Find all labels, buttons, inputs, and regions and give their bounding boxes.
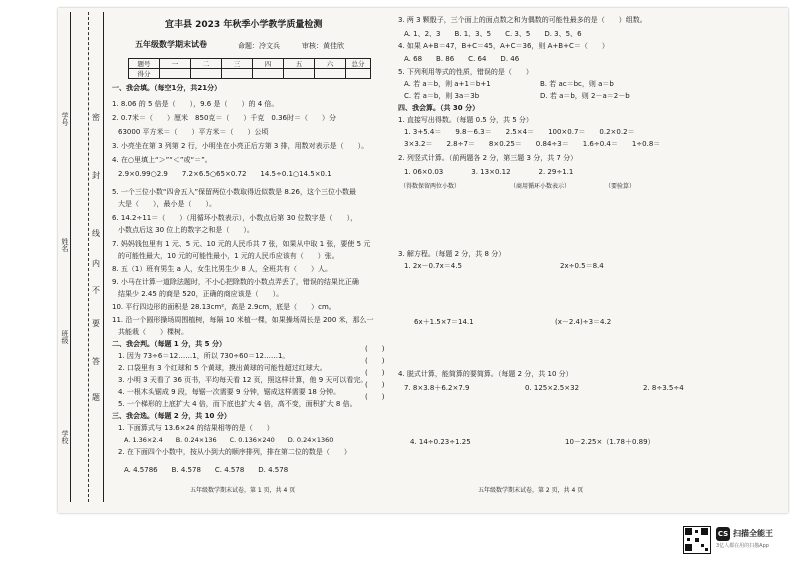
judge-question: 1. 因为 73÷6＝12……1，所以 730÷60＝12……1。 xyxy=(118,352,290,360)
equation: 6x＋1.5×7＝14.1 xyxy=(414,318,474,326)
answer-paren: ( ) xyxy=(365,381,385,389)
question-line: 11. 沿一个圆形操场周围植树，每隔 10 米植一棵，如果操场周长是 200 米，那么一 xyxy=(112,316,374,324)
question-line: 7. 妈妈钱包里有 1 元、5 元、10 元的人民币共 7 张，如果从中取 1 张，要使 5 元 xyxy=(112,240,371,248)
reviewer: 审核：黄佳欣 xyxy=(302,42,344,50)
score-header-cell: 总分 xyxy=(346,59,371,69)
score-header-cell: 二 xyxy=(191,59,222,69)
score-header-cell: 三 xyxy=(222,59,253,69)
question-line: 8. 五（1）班有男生 a 人，女生比男生少 8 人，全班共有（ ）人。 xyxy=(112,265,333,273)
student-number-label: 学号 xyxy=(61,112,69,126)
score-header-cell: 五 xyxy=(284,59,315,69)
judge-question: 2. 口袋里有 3 个红球和 5 个黄球，摸出黄球的可能性超过红球大。 xyxy=(118,364,327,372)
page-footer-left: 五年级数学期末试卷，第 1 页，共 4 页 xyxy=(190,487,296,494)
score-header-cell: 四 xyxy=(253,59,284,69)
score-table xyxy=(128,58,371,79)
watermark-tagline: 3亿人都在用的扫描App xyxy=(716,543,769,549)
question-line: 1. 直接写出得数。（每题 0.5 分，共 5 分） xyxy=(398,116,533,124)
question-line: 的可能性最大，10 元的可能性最小，1 元的人民币应该有（ ）张。 xyxy=(118,252,339,260)
choice-question: 3. 两 3 颗骰子，三个面上的面点数之和为偶数的可能性最多的是（ ）组数。 xyxy=(398,16,647,24)
seal-char: 密 xyxy=(92,113,100,122)
section-4-heading: 四、我会算。（共 30 分） xyxy=(398,104,480,112)
seal-char: 题 xyxy=(92,393,100,402)
watermark-brand: 扫描全能王 xyxy=(733,529,773,538)
equation: 1. 2x－0.7x＝4.5 xyxy=(404,262,462,270)
question-line: 5. 一个三位小数“四舍五入”保留两位小数取得近似数是 8.26，这个三位小数最 xyxy=(112,188,356,196)
question-line: 9. 小马在计算一道除法题时，不小心把除数的小数点弄丢了，错误的结果比正确 xyxy=(112,278,359,286)
exam-title: 宜丰县 2023 年秋季小学教学质量检测 xyxy=(165,20,323,30)
score-cell xyxy=(160,69,191,79)
question-line: 大是（ ），最小是（ ）。 xyxy=(118,200,216,208)
school-label: 学校 xyxy=(61,430,69,444)
answer-paren: ( ) xyxy=(365,369,385,377)
section-1-heading: 一、我会填。（每空1分，共21分） xyxy=(112,84,222,92)
question-line: 63000 平方米＝（ ）平方米＝（ ）公顷 xyxy=(118,128,269,136)
answer-paren: ( ) xyxy=(365,393,385,401)
score-header-cell: 题号 xyxy=(129,59,160,69)
vertical-calc-row: 1. 06×0.03 3. 13×0.12 2. 29÷1.1 xyxy=(404,168,574,176)
page-footer-right: 五年级数学期末试卷，第 2 页，共 4 页 xyxy=(478,487,584,494)
exam-subtitle: 五年级数学期末试卷 xyxy=(135,40,207,49)
score-cell xyxy=(253,69,284,79)
section-2-heading: 二、我会判。（每题 1 分，共 5 分） xyxy=(112,340,226,348)
choice-question: 1. 下面算式与 13.6×24 的结果相等的是（ ） xyxy=(118,424,274,432)
choice-options: A. 1、2、3 B. 1、3、5 C. 3、5 D. 3、5、6 xyxy=(404,30,582,38)
question-line: 2.9×0.99○2.9 7.2×6.5○65×0.72 14.5÷0.1○14.5×0.1 xyxy=(118,170,332,178)
question-line: 1. 8.06 的 5 倍是（ ），9.6 是（ ）的 4 倍。 xyxy=(112,100,279,108)
score-cell xyxy=(315,69,346,79)
question-line: 10. 平行四边形的面积是 28.13cm²，高是 2.9cm，底是（ ）cm。 xyxy=(112,303,336,311)
choice-question: 4. 如果 A+B＝47，B+C＝45，A+C＝36，则 A+B+C＝（ ） xyxy=(398,42,609,50)
binding-line-outer xyxy=(70,12,71,502)
score-header-cell: 六 xyxy=(315,59,346,69)
choice-options: A. 4.5786 B. 4.578 C. 4.578 D. 4.578 xyxy=(124,466,289,474)
choice-option: C. 若 a＝b，则 3a＝3b xyxy=(404,92,480,100)
answer-paren: ( ) xyxy=(365,345,385,353)
binding-line-dashed xyxy=(88,12,89,502)
proposer: 命题：冷文兵 xyxy=(238,42,280,50)
choice-options: A. 1.36×2.4 B. 0.24×136 C. 0.136×240 D. 0.24×1360 xyxy=(124,436,334,444)
choice-option: B. 若 ac＝bc，则 a＝b xyxy=(540,80,614,88)
question-line: 2. 0.7米＝（ ）厘米 850克＝（ ）千克 0.36时＝（ ）分 xyxy=(112,114,336,122)
question-line: 结果少 2.45 的商是 520，正确的商应该是（ ）。 xyxy=(118,290,284,298)
question-line: 3. 小亮坐在第 3 列第 2 行，小明坐在小亮正后方第 3 排，用数对表示是（ ）。 xyxy=(112,142,369,150)
oral-calc-row: 1. 3+5.4＝ 9.8－6.3＝ 2.5×4＝ 100×0.7＝ 0.2×0.2＝ xyxy=(404,128,635,136)
section-3-heading: 三、我会选。（每题 2 分，共 10 分） xyxy=(112,412,231,420)
class-label: 班级 xyxy=(61,330,69,344)
judge-question: 3. 小明 3 天看了 36 页书，平均每天看 12 页，照这样计算，他 9 天可以看完。 xyxy=(118,376,368,384)
question-line: 小数点后这 30 位上的数字之和是（ ）。 xyxy=(118,226,254,234)
score-cell xyxy=(346,69,371,79)
expression: 0. 125×2.5×32 xyxy=(525,384,580,392)
choice-question: 2. 在下面四个小数中，按从小到大的顺序排列，排在第二位的数是（ ） xyxy=(118,448,351,456)
binding-line-inner xyxy=(103,12,104,502)
equation: (x－2.4)÷3＝4.2 xyxy=(555,318,612,326)
score-cell xyxy=(191,69,222,79)
calc-note: （得数保留两位小数） xyxy=(400,183,461,190)
seal-char: 不 xyxy=(92,286,100,295)
expression: 10－2.25×（1.78＋0.89） xyxy=(565,438,655,446)
seal-char: 答 xyxy=(92,357,100,366)
expression: 2. 8÷3.5÷4 xyxy=(643,384,684,392)
judge-question: 5. 一个梯形的上底扩大 4 倍，而下底也扩大 4 倍，高不变，面积扩大 8 倍。 xyxy=(118,400,357,408)
qr-code-icon xyxy=(683,526,711,554)
expression: 7. 8×3.8＋6.2×7.9 xyxy=(404,384,470,392)
choice-option: D. 若 a＝b，则 2－a＝2－b xyxy=(540,92,630,100)
score-cell xyxy=(284,69,315,79)
expression: 4. 14÷0.23÷1.25 xyxy=(410,438,471,446)
choice-question: 5. 下列利用等式的性质，错误的是（ ） xyxy=(398,68,533,76)
calc-note: （商用循环小数表示） xyxy=(510,183,571,190)
question-line: 4. 在○里填上“＞”“＜”或“＝”。 xyxy=(112,156,212,164)
choice-option: A. 若 a＝b，则 a+1＝b+1 xyxy=(404,80,491,88)
score-row-label: 得分 xyxy=(129,69,160,79)
calc-note: （要验算） xyxy=(605,183,636,190)
seal-char: 内 xyxy=(92,259,100,268)
question-line: 3. 解方程。（每题 2 分，共 8 分） xyxy=(398,250,506,258)
question-line: 4. 脱式计算，能简算的要简算。（每题 2 分，共 10 分） xyxy=(398,370,573,378)
question-line: 6. 14.2÷11＝（ ）（用循环小数表示），小数点后第 30 位数字是（ ）， xyxy=(112,214,358,222)
camscanner-logo: CS xyxy=(716,527,730,541)
answer-paren: ( ) xyxy=(365,357,385,365)
score-header-cell: 一 xyxy=(160,59,191,69)
seal-char: 封 xyxy=(92,171,100,180)
equation: 2x÷0.5＝8.4 xyxy=(560,262,604,270)
judge-question: 4. 一根木头锯成 9 段，每锯一次需要 9 分钟，锯成这样需要 18 分钟。 xyxy=(118,388,341,396)
seal-char: 线 xyxy=(92,229,100,238)
score-cell xyxy=(222,69,253,79)
seal-char: 要 xyxy=(92,319,100,328)
choice-options: A. 68 B. 86 C. 64 D. 46 xyxy=(404,55,520,63)
question-line: 共能栽（ ）棵树。 xyxy=(118,328,188,336)
oral-calc-row: 3×3.2＝ 2.8÷7＝ 8×0.25＝ 0.84÷3＝ 1.6÷0.4＝ 1÷0.8＝ xyxy=(404,140,661,148)
name-label: 姓名 xyxy=(61,238,69,252)
question-line: 2. 列竖式计算。（前两题各 2 分，第三题 3 分，共 7 分） xyxy=(398,154,578,162)
